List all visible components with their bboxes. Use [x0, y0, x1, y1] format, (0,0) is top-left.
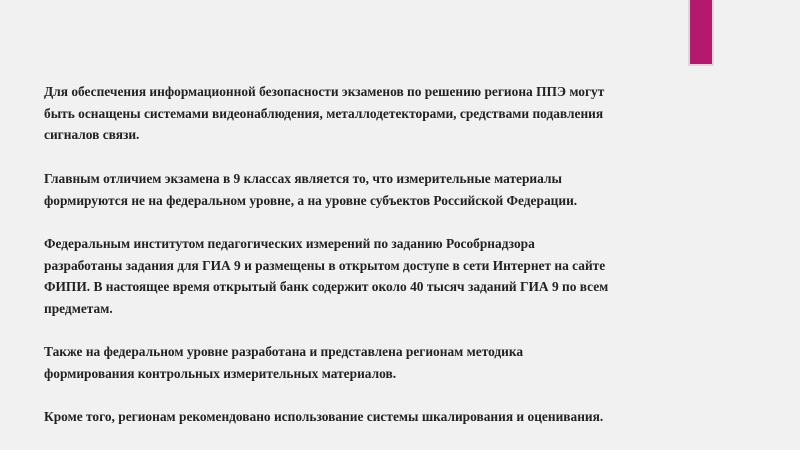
- accent-bar: [688, 0, 714, 66]
- paragraph-scaling: Кроме того, регионам рекомендовано использование системы шкалирования и оценивания.: [44, 409, 604, 425]
- paragraph-methodology: Также на федеральном уровне разработана и представлена регионам методика формирования контрольных измерительных материалов.: [44, 344, 524, 382]
- paragraph-security: Для обеспечения информационной безопасности экзаменов по решению региона ППЭ могут быть оснащены системами видеонаблюдения, металлодетекторами, средствами подавления сигналов связи.: [44, 84, 605, 143]
- slide-text-body: [44, 81, 764, 428]
- paragraph-main-difference: Главным отличием экзамена в 9 классах является то, что измерительные материалы формируются не на федеральном уровне, а на уровне субъектов Российской Федерации.: [44, 170, 578, 208]
- paragraph-fipi-tasks: Федеральным институтом педагогических измерений по заданию Рособрнадзора разработаны задания для ГИА 9 и размещены в открытом доступе в сети Интернет на сайте ФИПИ. В настоящее время открытый банк содержит около 40 тысяч заданий ГИА 9 по всем предметам.: [44, 235, 609, 316]
